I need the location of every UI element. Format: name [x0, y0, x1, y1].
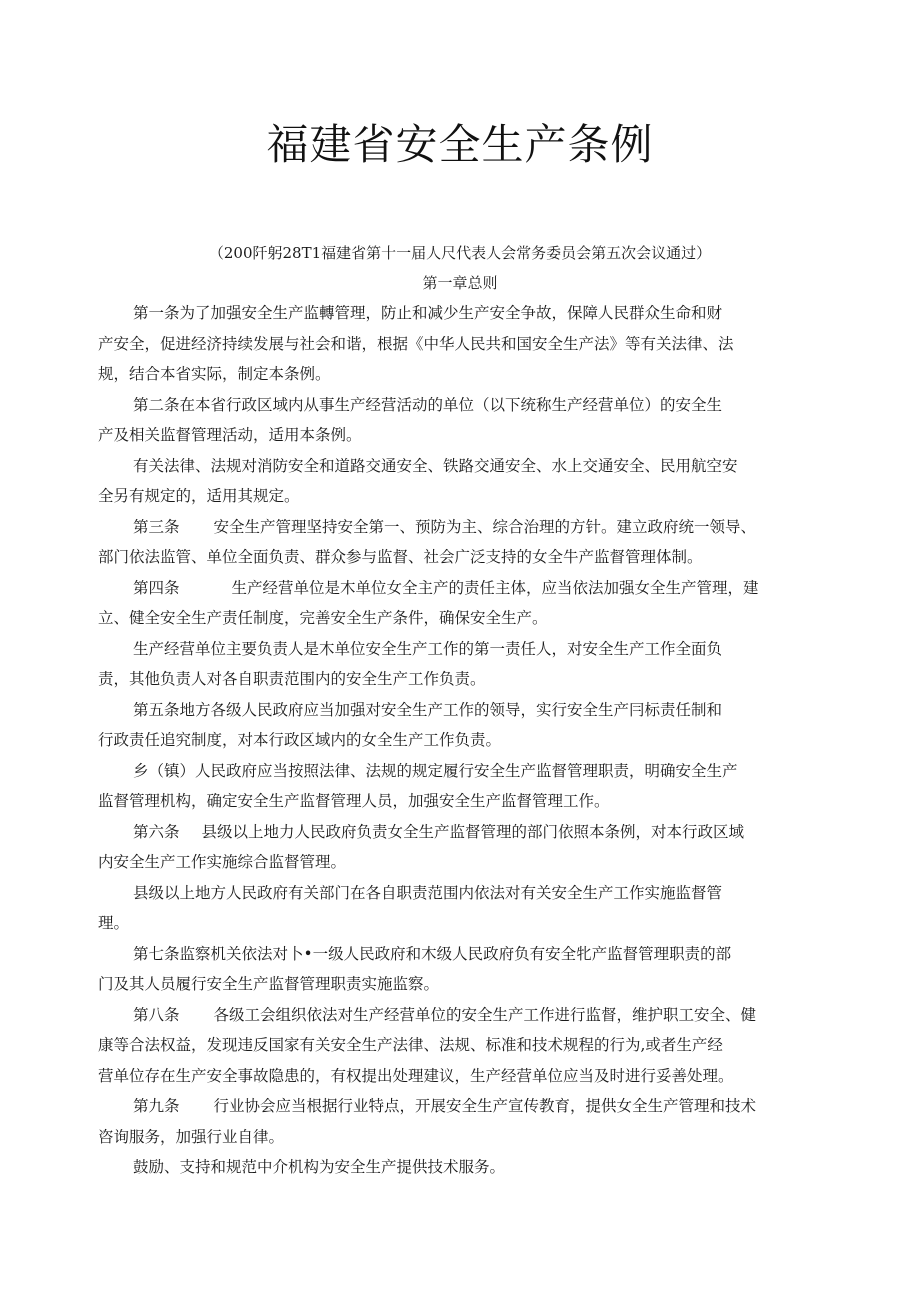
article-text: 安全生产管理坚持安全第一、预防为主、综合治理的方针。建立政府统一领导、 [213, 517, 757, 536]
text-line: 有关法律、法规对消防安全和道路交通安全、铁路交通安全、水上交通安全、民用航空安 [133, 456, 738, 475]
text-line: 第七条监察机关依法对卜•一级人民政府和木级人民政府负有安全牝产监督管理职责的部 [133, 944, 732, 963]
text-line [98, 1000, 828, 1031]
text-line [98, 573, 828, 604]
text-line: 立、健全安全生产责任制度，完善安全生产条件，确保安全生产。 [98, 609, 548, 627]
text-line [98, 817, 828, 848]
text-line: 产及相关监督管理活动，适用本条例。 [98, 426, 362, 444]
document-body [98, 298, 828, 1183]
text-line: 生产经营单位主要负责人是木单位安全生产工作的第一责任人，对安全生产工作全面负 [133, 639, 723, 658]
text-line: 部门依法监管、单位全面负责、群众参与监督、社会广泛支持的女全牛产监督管理体制。 [98, 548, 703, 566]
text-line: 鼓励、支持和规范中介机构为安全生产提供技术服务。 [133, 1158, 506, 1176]
article-text: 县级以上地力人民政府负责女全生产监督管理的部门依照本条例，对本行政区域 [201, 822, 745, 841]
text-line: 行政责任追究制度，对本行政区域内的女全生产工作负责。 [98, 731, 502, 749]
text-line: 责，其他负责人对各自职责范围内的安全生产工作负责。 [98, 670, 486, 688]
text-line: 乡（镇）人民政府应当按照法律、法规的规定履行安全生产监督管理职责，明确安全生产 [133, 761, 738, 780]
text-line: 县级以上地方人民政府有关部门在各自职责范围内依法对有关安全生产工作实施监督管 [133, 883, 723, 902]
article-number: 第九条 [133, 1097, 180, 1115]
text-line: 第二条在本省行政区域内从事生产经营活动的单位（以下统称生产经营单位）的安全生 [133, 395, 723, 414]
text-line: 监督管理机构，确定安全生产监督管理人员，加强安全生产监督管理工作。 [98, 792, 610, 810]
text-line: 理。 [98, 914, 130, 932]
text-line: 第五条地方各级人民政府应当加强对安全生产工作的领导，实行安全生产冃标责任制和 [133, 700, 723, 719]
text-line: 门及其人员履行安全生产监督管理职责实施监察。 [98, 975, 440, 993]
article-text: 生产经营单位是木单位女全主产的责任主体，应当依法加强女全生产管理，建 [231, 578, 759, 597]
article-text: 行业协会应当根据行业特点，开展安全生产宣传教育，提供女全生产管理和技术 [213, 1097, 757, 1115]
text-line [98, 512, 828, 543]
text-line: 第一条为了加强安全生产监轉管理，防止和减少生产安全争故，保障人民群众生命和财 [133, 304, 723, 322]
text-line: 全另有规定的，适用其规定。 [98, 487, 300, 505]
text-line: 康等合法权益，发现违反国家有关安全生产法律、法规、标准和技术规程的行为,或者生产经 [98, 1036, 723, 1054]
article-text: 各级工会组织依法对生产经营单位的安全生产工作进行监督，维护职工安全、健 [213, 1005, 757, 1024]
text-line: 咨询服务，加强行业自律。 [98, 1127, 285, 1146]
article-number: 第三条 [133, 517, 180, 536]
document-title: 福建省安全生产条例 [266, 120, 654, 169]
text-line: 内安全生产工作实施综合监督管理。 [98, 853, 347, 871]
chapter-heading: 第一章总则 [422, 274, 498, 292]
document-subtitle: （200阡躬28T1福建省第十一届人尺代表人会常务委员会第五次会议通过） [208, 244, 712, 262]
text-line: 产安全，促进经济持续发展与社会和谐，根据《中华人民共和国安全生产法》等有关法律、法 [98, 334, 734, 353]
text-line: 规，结合本省实际，制定本条例。 [98, 365, 331, 383]
text-line: 营单位存在生产安全事故隐患的，有权提出处理建议，生产经营单位应当及时进行妥善处理。 [98, 1066, 734, 1085]
article-number: 第六条 [133, 822, 180, 841]
text-line [98, 1091, 828, 1122]
article-number: 第四条 [133, 578, 180, 597]
article-number: 第八条 [133, 1005, 180, 1024]
